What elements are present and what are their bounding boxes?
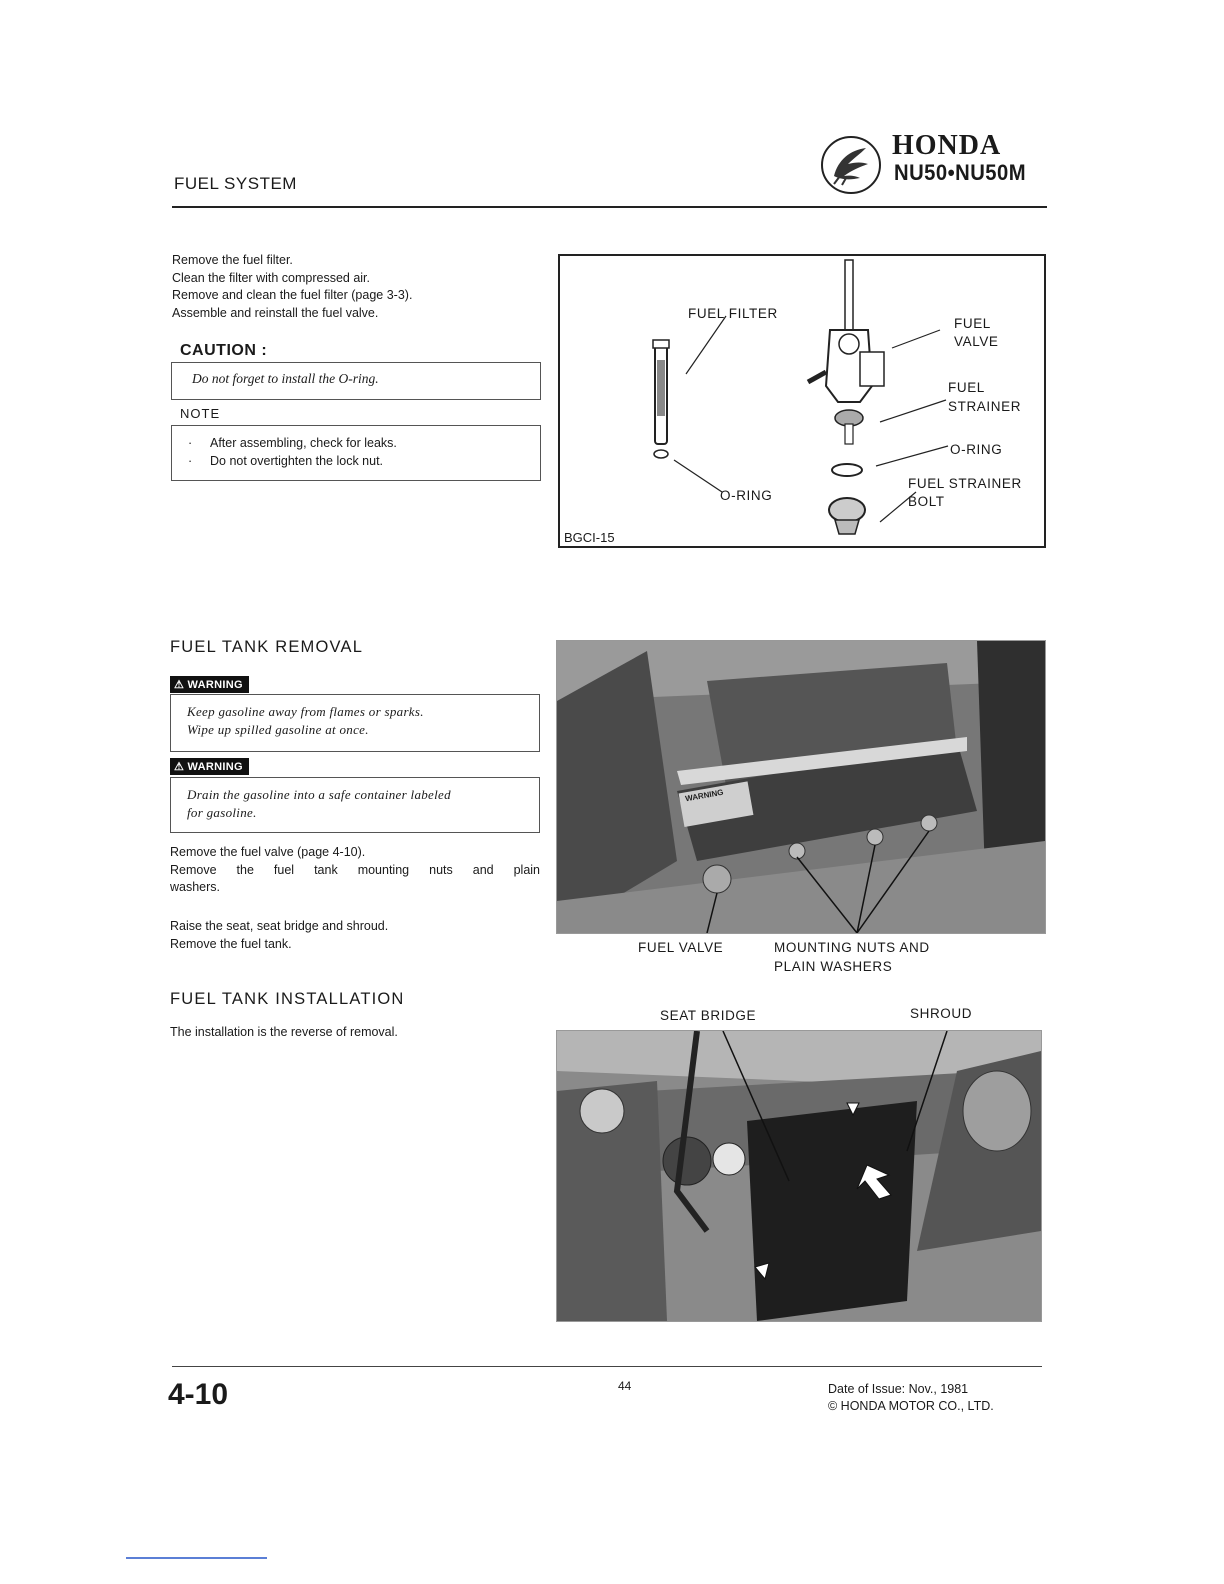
instruction-steps [172,252,412,322]
decal-warning-text: WARNING [684,787,725,804]
installation-title: FUEL TANK INSTALLATION [170,990,405,1008]
label-o-ring-left: O-RING [720,488,773,503]
label-fuel-valve-2: VALVE [954,334,999,349]
warning-box-1 [170,694,540,752]
step-line: Assemble and reinstall the fuel valve. [172,305,379,320]
step-line: Remove the fuel filter. [172,253,293,267]
header-rule [172,206,1047,208]
note-label: NOTE [180,406,221,421]
step-line: Clean the filter with compressed air. [172,270,371,285]
text-line: Remove the fuel tank mounting nuts and plain [170,862,540,877]
warning-triangle-icon: ⚠ [174,679,188,691]
caption-mounting-nuts-2: PLAIN WASHERS [774,959,893,974]
text-line: washers. [170,880,221,894]
removal-text-2 [170,918,388,953]
fuel-valve-diagram [558,254,1046,548]
warning-badge-1 [170,676,249,693]
warning-box-2 [170,777,540,833]
warning-badge-2 [170,758,249,775]
diagram-id: BGCI-15 [564,530,615,545]
warning-line: Wipe up spilled gasoline at once. [187,722,369,737]
note-item: · After assembling, check for leaks. [188,434,540,452]
caution-label: CAUTION : [180,342,268,359]
warning-line: Keep gasoline away from flames or sparks. [187,704,424,719]
warning-badge-text: WARNING [187,761,243,773]
text-line: Remove the fuel tank. [170,936,292,951]
issue-info [828,1381,994,1415]
brand-name: HONDA [892,130,1002,161]
note-box [171,425,541,481]
photo-seat-bridge-shroud [556,1030,1042,1322]
label-fuel-strainer-1: FUEL [948,380,985,395]
caption-shroud: SHROUD [910,1006,973,1021]
label-o-ring-right: O-RING [950,442,1003,457]
label-fuel-filter: FUEL FILTER [688,306,778,321]
step-line: Remove and clean the fuel filter (page 3-3). [172,288,413,302]
text-line: Raise the seat, seat bridge and shroud. [170,919,389,933]
model-name: NU50•NU50M [894,160,1027,185]
section-title: FUEL SYSTEM [174,174,297,193]
issue-date: Date of Issue: Nov., 1981 [828,1382,969,1396]
photo-fuel-tank-drawing [557,641,1045,933]
caption-mounting-nuts-1: MOUNTING NUTS AND [774,940,930,955]
bottom-link-underline[interactable] [126,1557,267,1559]
warning-badge-text: WARNING [187,679,243,691]
caption-seat-bridge: SEAT BRIDGE [660,1008,757,1023]
copyright: © HONDA MOTOR CO., LTD. [828,1399,994,1413]
note-item: · Do not overtighten the lock nut. [188,452,540,470]
photo-fuel-tank-mounting [556,640,1046,934]
installation-text: The installation is the reverse of removal. [170,1025,398,1039]
folio-number: 44 [618,1379,632,1393]
warning-line: for gasoline. [187,805,257,820]
label-strainer-bolt-1: FUEL STRAINER [908,476,1022,491]
label-strainer-bolt-2: BOLT [908,494,945,509]
removal-title: FUEL TANK REMOVAL [170,638,364,656]
footer-rule [172,1366,1042,1367]
honda-wing-logo-icon [820,134,882,196]
warning-triangle-icon: ⚠ [174,761,188,773]
removal-text-1 [170,844,540,897]
label-fuel-strainer-2: STRAINER [948,399,1022,414]
photo-seat-bridge-drawing [557,1031,1041,1321]
text-line: Remove the fuel valve (page 4-10). [170,845,366,859]
page-code: 4-10 [168,1378,229,1411]
caution-box: Do not forget to install the O-ring. [171,362,541,400]
warning-line: Drain the gasoline into a safe container labeled [187,787,451,802]
caption-fuel-valve: FUEL VALVE [638,940,724,955]
label-fuel-valve-1: FUEL [954,316,991,331]
